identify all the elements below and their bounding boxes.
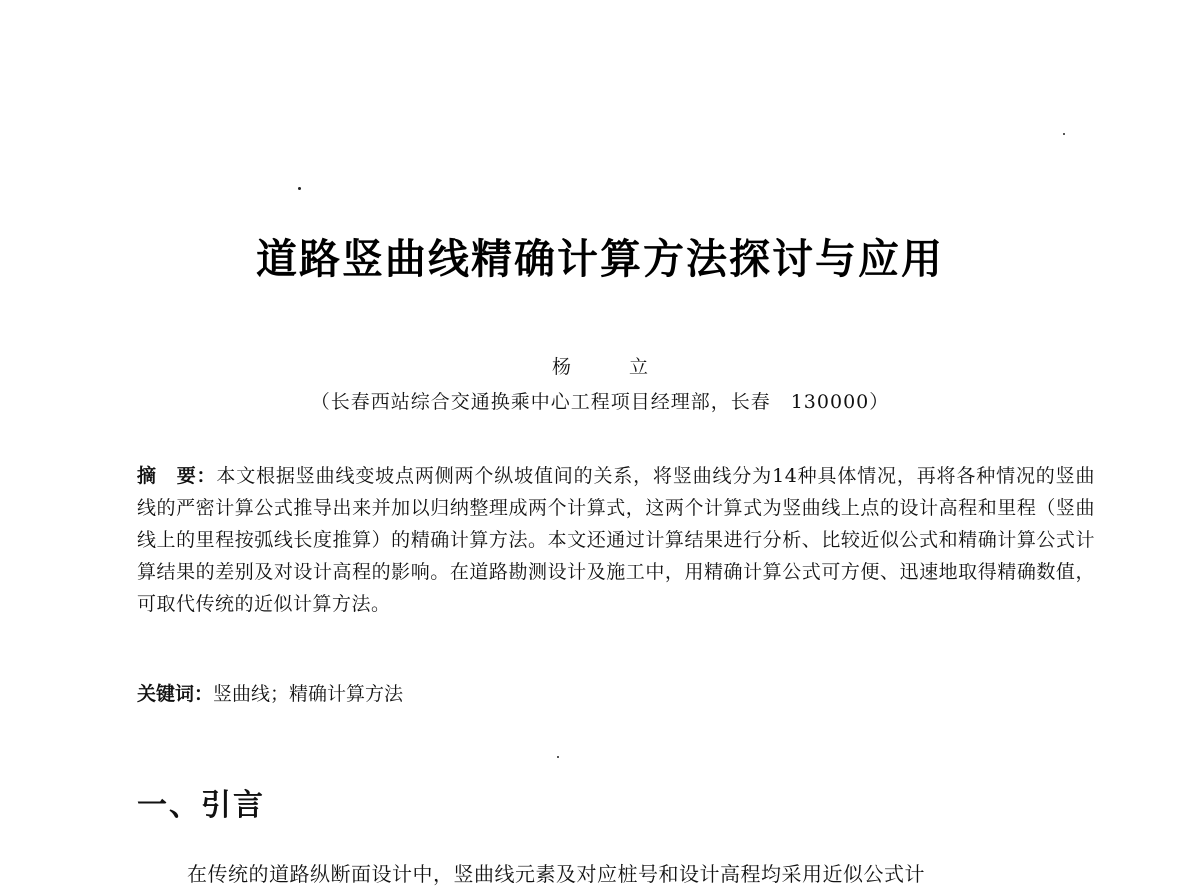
abstract-label: 摘 要： bbox=[137, 465, 217, 487]
body-paragraph: 在传统的道路纵断面设计中，竖曲线元素及对应桩号和设计高程均采用近似公式计 bbox=[187, 862, 925, 886]
author-affiliation: （长春西站综合交通换乘中心工程项目经理部，长春 130000） bbox=[310, 391, 890, 413]
scan-speck bbox=[1063, 133, 1065, 135]
abstract bbox=[137, 460, 1095, 620]
section-heading-introduction: 一、引言 bbox=[137, 788, 265, 823]
keywords bbox=[137, 678, 1095, 710]
abstract-text: 本文根据竖曲线变坡点两侧两个纵坡值间的关系，将竖曲线分为14种具体情况，再将各种情况的竖曲线的严密计算公式推导出来并加以归纳整理成两个计算式，这两个计算式为竖曲线上点的设计高程和里程（竖曲线上的里程按弧线长度推算）的精确计算方法。本文还通过计算结果进行分析、比较近似公式和精确计算公式计算结果的差别及对设计高程的影响。在道路勘测设计及施工中，用精确计算公式可方便、迅速地取得精确数值，可取代传统的近似计算方法。 bbox=[137, 465, 1095, 615]
paper-title: 道路竖曲线精确计算方法探讨与应用 bbox=[256, 235, 944, 283]
keywords-label: 关键词： bbox=[137, 683, 214, 705]
author-name: 杨 立 bbox=[551, 356, 675, 378]
scan-speck bbox=[298, 187, 301, 190]
scan-speck bbox=[557, 756, 559, 758]
keywords-text: 竖曲线；精确计算方法 bbox=[213, 683, 404, 705]
